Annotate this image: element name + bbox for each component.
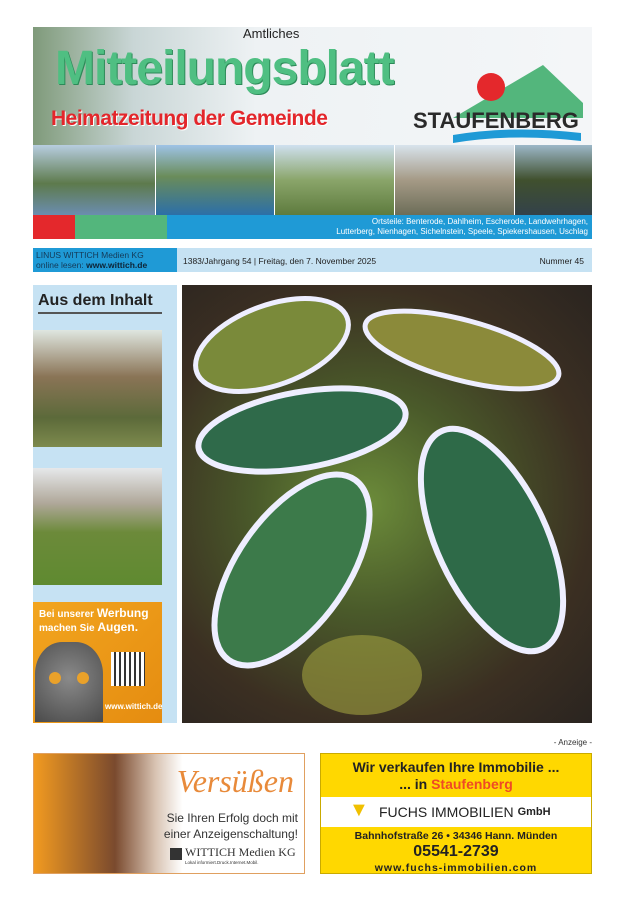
fox-logo-icon: ▼: [349, 799, 369, 821]
publisher-name: LINUS WITTICH Medien KG: [36, 250, 144, 260]
advertisement-label: - Anzeige -: [553, 738, 592, 747]
ad-address: Bahnhofstraße 26 • 34346 Hann. Münden: [354, 830, 558, 842]
ad-tagline: Lokal informiert.Druck.Internet.Mobil.: [185, 860, 259, 865]
ad-text: Werbung: [96, 606, 149, 620]
district-line: Lutterberg, Nienhagen, Sichelnstein, Speele, Spiekershausen, Uschlag: [336, 227, 588, 236]
ad-text: Bei unserer: [39, 609, 97, 620]
masthead: [33, 27, 592, 145]
issue-info: 1383/Jahrgang 54 | Freitag, den 7. November 2025: [183, 256, 377, 266]
masthead-kicker: Amtliches: [243, 27, 300, 41]
company-suffix: GmbH: [517, 806, 551, 818]
village-photo: [33, 145, 155, 215]
ad-headline: Wir verkaufen Ihre Immobilie ...: [352, 759, 560, 775]
ad-place: Staufenberg: [431, 776, 513, 792]
group-photo-tree-planting[interactable]: [33, 468, 162, 585]
ad-text: Augen.: [97, 620, 139, 634]
pond-photo: [515, 145, 592, 215]
lake-photo: [156, 145, 274, 215]
qr-code-icon: [111, 652, 145, 686]
issue-bar: [177, 248, 592, 272]
online-label: online lesen:: [36, 260, 87, 270]
ad-phone[interactable]: 05541-2739: [413, 843, 499, 860]
issue-number: Nummer 45: [539, 256, 584, 266]
district-list: [336, 217, 588, 237]
publisher-box: [33, 248, 177, 272]
wittich-ad-versuessen[interactable]: [33, 753, 305, 874]
district-line: Ortsteile: Benterode, Dahlheim, Escherode, Landwehrhagen,: [371, 217, 588, 226]
masthead-subtitle: Heimatzeitung der Gemeinde: [51, 107, 328, 130]
ad-text: ... in: [399, 776, 432, 792]
municipality-name: STAUFENBERG: [413, 108, 579, 133]
group-photo-signboard[interactable]: [33, 330, 162, 447]
wittich-logo-icon: [170, 848, 182, 860]
ad-headline: Versüßen: [176, 763, 294, 799]
ad-brand: WITTICH Medien KG: [185, 845, 296, 859]
company-name: FUCHS IMMOBILIEN: [379, 804, 514, 820]
online-link[interactable]: www.wittich.de: [86, 260, 148, 270]
ad-text: machen Sie: [39, 623, 98, 634]
cover-photo-frosted-leaves: [182, 285, 592, 723]
cat-image: [35, 642, 103, 722]
ad-text: einer Anzeigenschaltung!: [163, 827, 298, 841]
ad-url: www.wittich.de: [105, 702, 162, 711]
ad-website[interactable]: www.fuchs-immobilien.com: [374, 862, 538, 874]
church-photo: [395, 145, 514, 215]
contents-heading: Aus dem Inhalt: [38, 292, 162, 314]
ad-text: Sie Ihren Erfolg doch mit: [166, 811, 298, 825]
landscape-photo: [275, 145, 394, 215]
masthead-title: Mitteilungsblatt: [55, 42, 394, 95]
district-bar: [33, 215, 592, 239]
frosted-leaves-image: [182, 285, 592, 723]
fuchs-immobilien-ad[interactable]: [320, 753, 592, 874]
wittich-ad-cat[interactable]: [33, 602, 162, 723]
